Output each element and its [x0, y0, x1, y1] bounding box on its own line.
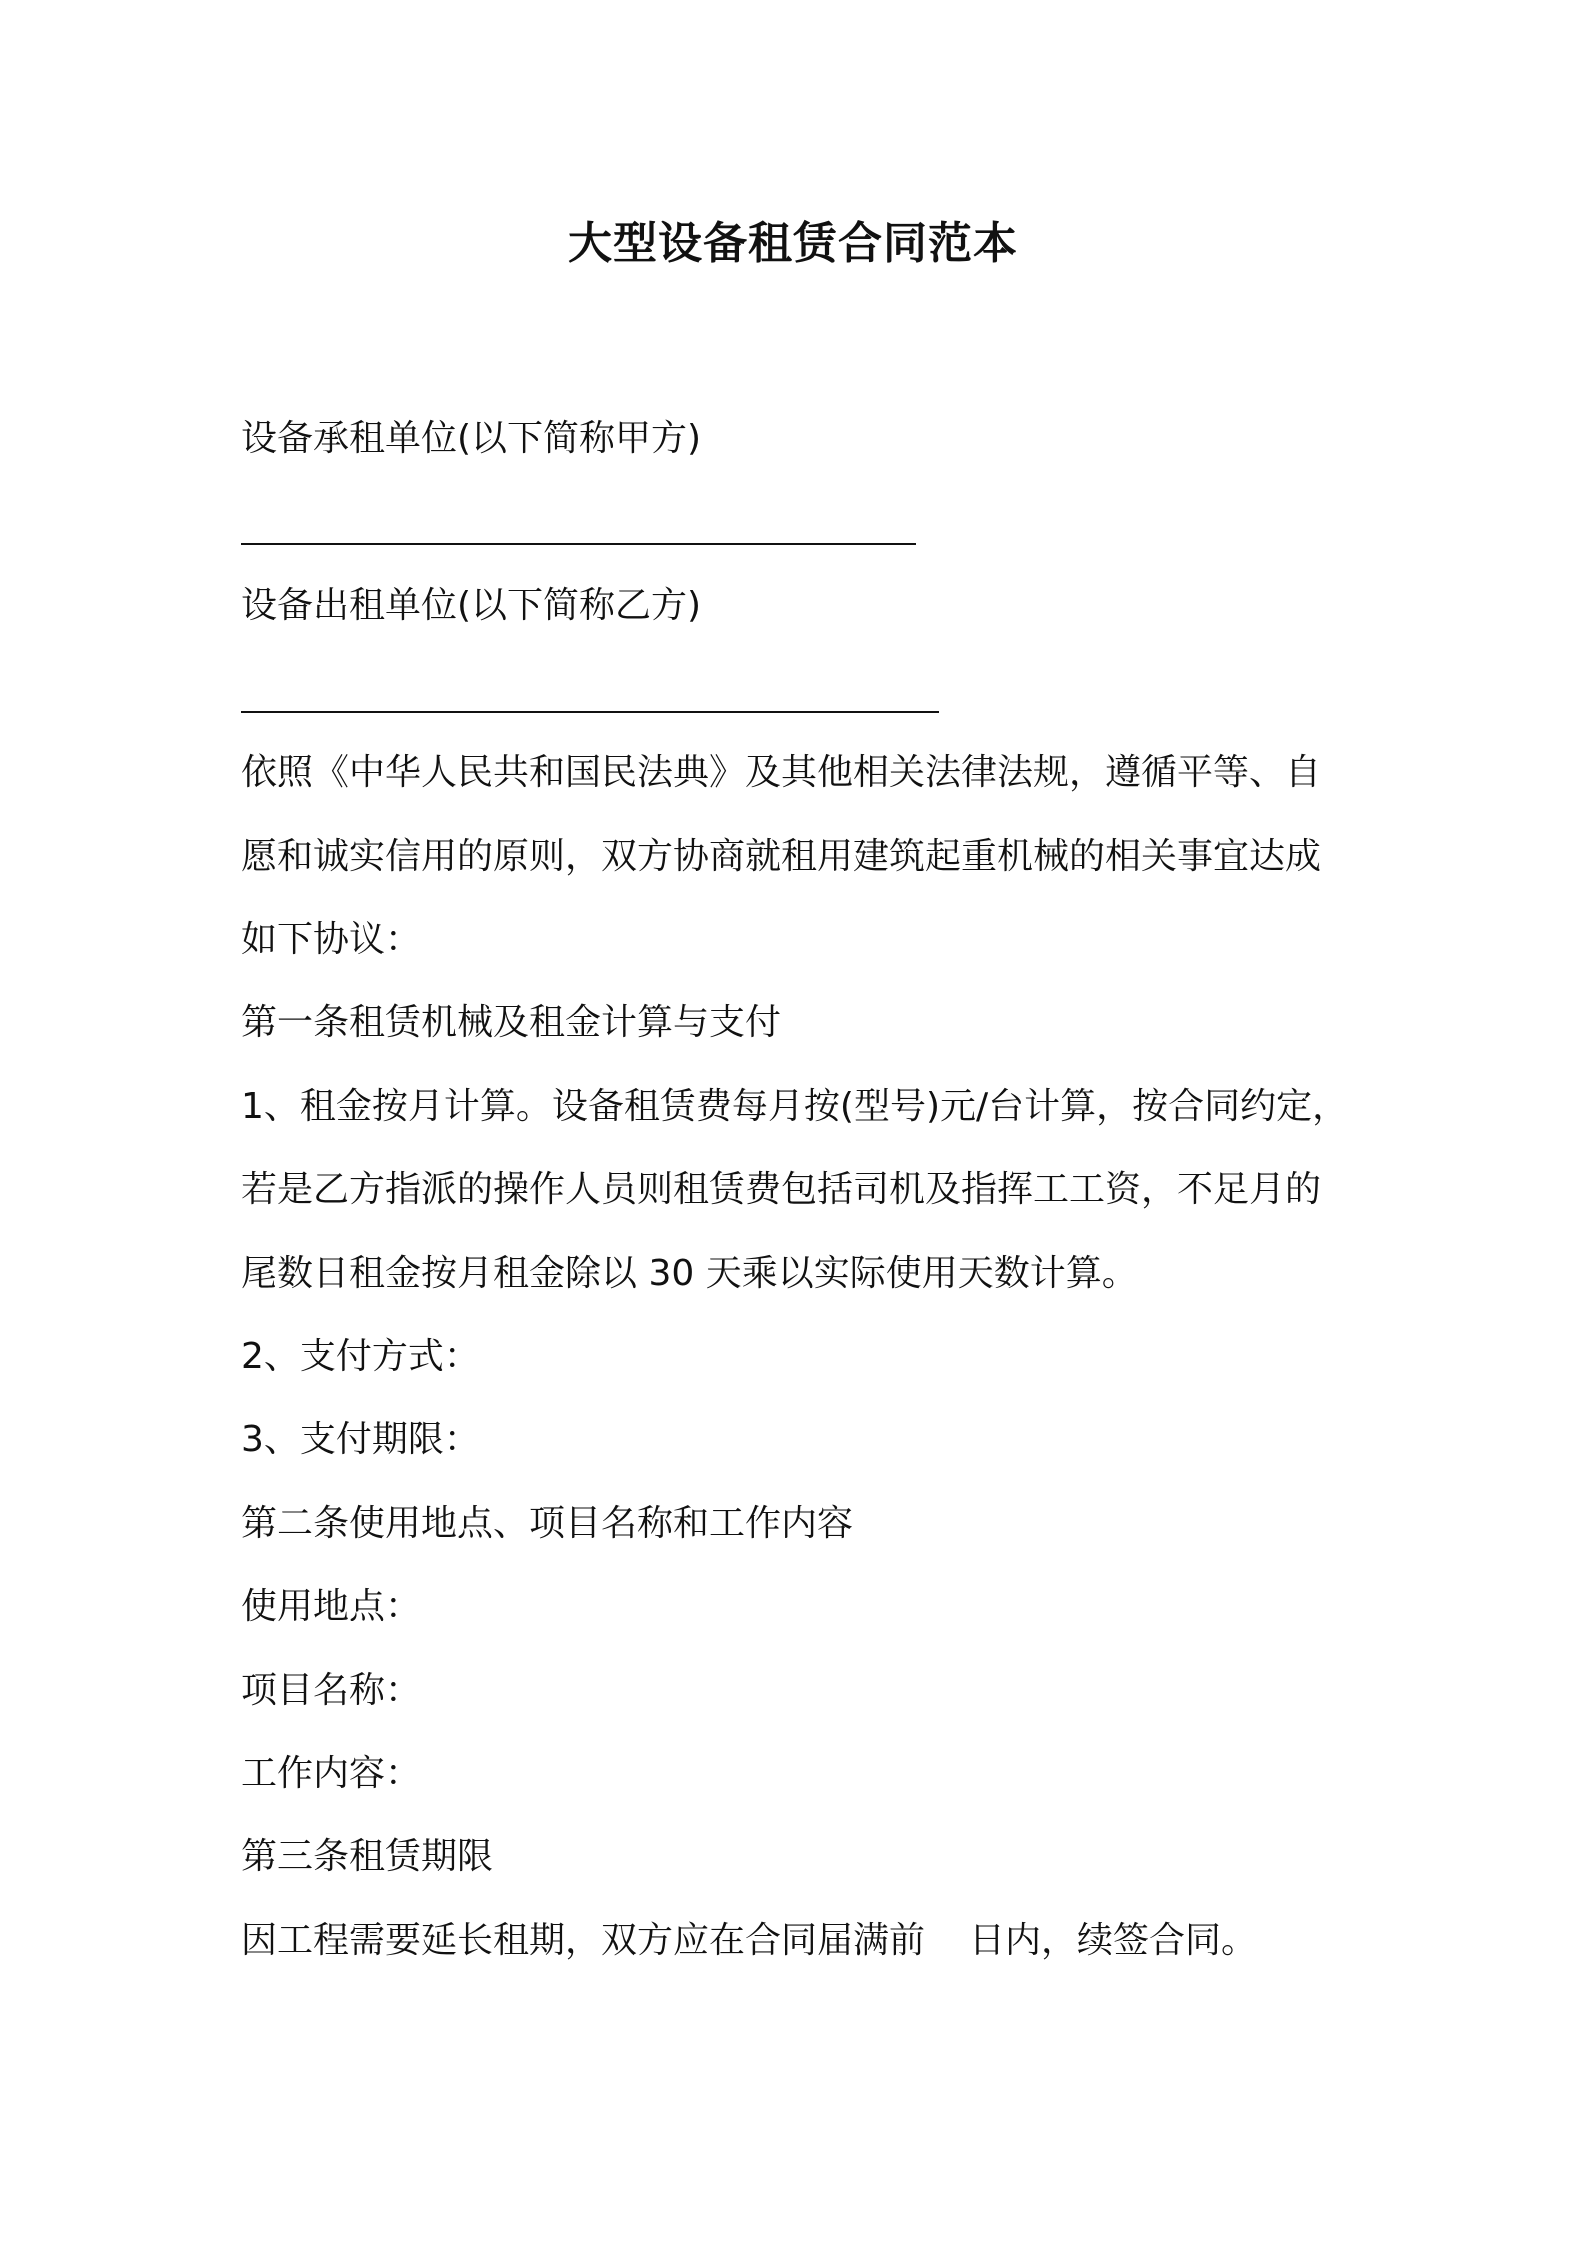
lessor-label: 设备出租单位(以下简称乙方) — [241, 585, 702, 626]
article1-item1-line-3: 尾数日租金按月租金除以 30 天乘以实际使用天数计算。 — [241, 1253, 1138, 1294]
article1-heading: 第一条租赁机械及租金计算与支付 — [241, 1002, 782, 1043]
lessee-label: 设备承租单位(以下简称甲方) — [241, 418, 702, 459]
article3-text-after: 日内，续签合同。 — [969, 1920, 1258, 1961]
usage-location-label: 使用地点： — [241, 1586, 422, 1627]
article3-text-before: 因工程需要延长租期，双方应在合同届满前 — [241, 1920, 926, 1961]
document-title: 大型设备租赁合同范本 — [568, 218, 1018, 269]
work-content-label: 工作内容： — [241, 1753, 422, 1794]
article3-heading: 第三条租赁期限 — [241, 1836, 494, 1877]
lessee-blank-line — [241, 543, 916, 545]
article1-item3: 3、支付期限： — [241, 1419, 480, 1460]
preamble-line-2: 愿和诚实信用的原则，双方协商就租用建筑起重机械的相关事宜达成 — [241, 836, 1322, 877]
article3-text — [241, 1916, 1257, 1966]
article1-item1-line-1: 1、租金按月计算。设备租赁费每月按(型号)元/台计算，按合同约定， — [241, 1086, 1349, 1127]
preamble-line-1: 依照《中华人民共和国民法典》及其他相关法律法规，遵循平等、自 — [241, 752, 1322, 793]
lessor-blank-line — [241, 711, 939, 713]
preamble-line-3: 如下协议： — [241, 919, 422, 960]
article1-item1-line-2: 若是乙方指派的操作人员则租赁费包括司机及指挥工工资，不足月的 — [241, 1169, 1322, 1210]
article2-heading: 第二条使用地点、项目名称和工作内容 — [241, 1503, 854, 1544]
article1-item2: 2、支付方式： — [241, 1336, 480, 1377]
project-name-label: 项目名称： — [241, 1670, 422, 1711]
